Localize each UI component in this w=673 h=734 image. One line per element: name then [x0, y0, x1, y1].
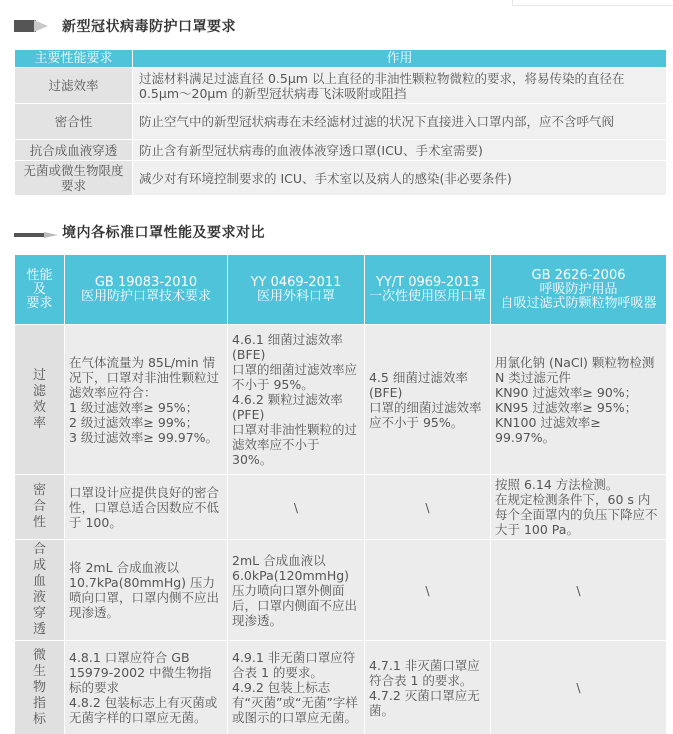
mask-requirements-table	[14, 49, 667, 196]
row-label: 过 滤 效 率	[15, 325, 65, 475]
cell-gb19083: 4.8.1 口罩应符合 GB 15979-2002 中微生物指标的要求 4.8.2 包装标志上有灭菌或无菌字样的口罩应无菌。	[65, 641, 228, 734]
table-row	[15, 475, 667, 540]
row-label: 过滤效率	[15, 68, 133, 104]
header-gb19083: GB 19083-2010 医用防护口罩技术要求	[65, 255, 228, 325]
cell-gb2626: \	[491, 540, 667, 641]
table-header-row	[15, 255, 667, 325]
cell-yy0469: 2mL 合成血液以 6.0kPa(120mmHg) 压力喷向口罩外侧面后，口罩内侧面不应出现渗透。	[228, 540, 365, 641]
table-header-row	[15, 50, 667, 68]
header-performance: 性能 及 要求	[15, 255, 65, 325]
section-title-text: 境内各标准口罩性能及要求对比	[62, 225, 265, 241]
row-label: 微 生 物 指 标	[15, 641, 65, 734]
row-label: 密 合 性	[15, 475, 65, 540]
row-value: 防止空气中的新型冠状病毒在未经滤材过滤的状况下直接进入口罩内部，应不含呼气阀	[133, 104, 667, 140]
header-requirement: 主要性能要求	[15, 50, 133, 68]
cell-gb19083: 在气体流量为 85L/min 情况下，口罩对非油性颗粒过滤效率应符合： 1 级过滤效率≥ 95%； 2 级过滤效率≥ 99%； 3 级过滤效率≥ 99.97%。	[65, 325, 228, 475]
section-marker-icon	[14, 18, 62, 34]
section-title-text: 新型冠状病毒防护口罩要求	[62, 19, 236, 35]
cell-gb2626: 用氯化钠 (NaCl) 颗粒物检测 N 类过滤元件 KN90 过滤效率≥ 90%； KN95 过滤效率≥ 95%； KN100 过滤效率≥ 99.97%。	[491, 325, 667, 475]
row-value: 过滤材料满足过滤直径 0.5μm 以上直径的非油性颗粒物微粒的要求，将易传染的直径在 0.5μm～20μm 的新型冠状病毒飞沫吸附或阻挡	[133, 68, 667, 104]
cell-gb19083: 将 2mL 合成血液以 10.7kPa(80mmHg) 压力喷向口罩，口罩内侧不应出现渗透。	[65, 540, 228, 641]
row-label: 无菌或微生物限度要求	[15, 161, 133, 196]
cell-gb19083: 口罩设计应提供良好的密合性，口罩总适合因数应不低于 100。	[65, 475, 228, 540]
header-gb2626: GB 2626-2006 呼吸防护用品 自吸过滤式防颗粒物呼吸器	[491, 255, 667, 325]
header-yy0469: YY 0469-2011 医用外科口罩	[228, 255, 365, 325]
standards-comparison-table	[14, 254, 667, 734]
cell-yy0469: \	[228, 475, 365, 540]
section-title-2	[14, 222, 265, 242]
table-row	[15, 140, 667, 161]
cell-gb2626: 按照 6.14 方法检测。 在规定检测条件下，60 s 内每个全面罩内的负压下降应不大于 100 Pa。	[491, 475, 667, 540]
row-label: 抗合成血液穿透	[15, 140, 133, 161]
header-function: 作用	[133, 50, 667, 68]
table-row	[15, 325, 667, 475]
header-yyt0969: YY/T 0969-2013 一次性使用医用口罩	[365, 255, 491, 325]
cell-yyt0969: 4.7.1 非灭菌口罩应符合表 1 的要求。 4.7.2 灭菌口罩应无菌。	[365, 641, 491, 734]
table-row	[15, 104, 667, 140]
row-value: 防止含有新型冠状病毒的血液体液穿透口罩(ICU、手术室需要)	[133, 140, 667, 161]
cell-yyt0969: \	[365, 475, 491, 540]
cell-yy0469: 4.6.1 细菌过滤效率(BFE) 口罩的细菌过滤效率应不小于 95%。 4.6.2 颗粒过滤效率(PFE) 口罩对非油性颗粒的过滤效率应不小于 30%。	[228, 325, 365, 475]
table-row	[15, 68, 667, 104]
table-row	[15, 641, 667, 734]
cell-yy0469: 4.9.1 非无菌口罩应符合表 1 的要求。 4.9.2 包装上标志有“灭菌”或“无菌”字样或图示的口罩应无菌。	[228, 641, 365, 734]
cell-yyt0969: \	[365, 540, 491, 641]
section-title-1	[14, 16, 236, 36]
row-value: 减少对有环境控制要求的 ICU、手术室以及病人的感染(非必要条件)	[133, 161, 667, 196]
cell-gb2626: \	[491, 641, 667, 734]
row-label: 合 成 血 液 穿 透	[15, 540, 65, 641]
table-row	[15, 161, 667, 196]
row-label: 密合性	[15, 104, 133, 140]
cell-yyt0969: 4.5 细菌过滤效率(BFE) 口罩的细菌过滤效率应不小于 95%。	[365, 325, 491, 475]
section-marker-icon	[14, 224, 62, 240]
table-row	[15, 540, 667, 641]
top-edge-strip	[512, 0, 673, 6]
